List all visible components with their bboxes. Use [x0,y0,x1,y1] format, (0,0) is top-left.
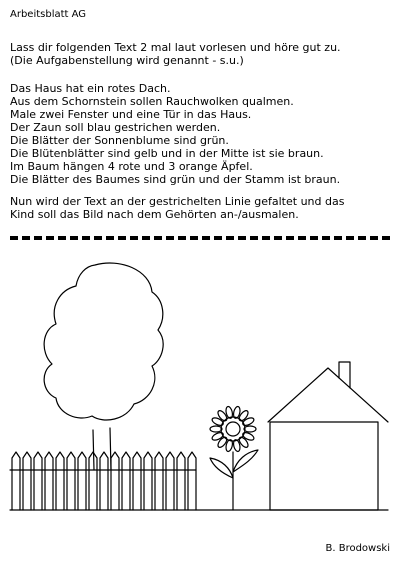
tree [44,263,163,470]
fence [10,452,196,510]
fence-picket [144,452,152,510]
closing-line: Kind soll das Bild nach dem Gehörten an-/ausmalen. [10,208,299,221]
tree-trunk-left [93,430,94,470]
fence-picket [23,452,31,510]
fence-picket [111,452,119,510]
fence-picket [133,452,141,510]
instruction-line: Die Blütenblätter sind gelb und in der Mitte ist sie braun. [10,147,324,160]
sunflower-petal [242,416,255,427]
sunflower-petal [244,426,256,432]
fence-picket [45,452,53,510]
intro-line: (Die Aufgabenstellung wird genannt - s.u.) [10,54,244,67]
house [268,362,388,510]
fence-picket [155,452,163,510]
coloring-picture [0,250,400,530]
fence-picket [188,452,196,510]
instruction-line: Aus dem Schornstein sollen Rauchwolken qualmen. [10,95,294,108]
sunflower-center-inner [226,422,240,436]
fence-picket [12,452,20,510]
fence-picket [177,452,185,510]
house-chimney [339,362,350,388]
instruction-line: Der Zaun soll blau gestrichen werden. [10,121,221,134]
closing-paragraph [10,195,394,221]
fence-picket [34,452,42,510]
sunflower-center [221,417,245,441]
sunflower-petal [242,431,255,442]
instruction-line: Im Baum hängen 4 rote und 3 orange Äpfel. [10,160,253,173]
intro-paragraph [10,41,394,67]
sunflower [210,406,258,510]
fold-line [10,236,390,240]
house-wall [270,422,378,510]
fence-picket [89,452,97,510]
sunflower-petal [211,431,224,442]
fence-picket [166,452,174,510]
fence-picket [56,452,64,510]
fence-picket [100,452,108,510]
instructions-paragraph [10,82,394,186]
author-name: B. Brodowski [325,543,390,554]
tree-crown [44,263,163,420]
instruction-line: Die Blätter des Baumes sind grün und der Stamm ist braun. [10,173,341,186]
instruction-line: Male zwei Fenster und eine Tür in das Haus. [10,108,252,121]
fence-picket [67,452,75,510]
fence-picket [78,452,86,510]
house-roof [268,368,388,422]
sunflower-leaf-left [210,458,233,478]
sunflower-petal [211,416,224,427]
fence-picket [122,452,130,510]
intro-line: Lass dir folgenden Text 2 mal laut vorlesen und höre gut zu. [10,41,341,54]
sunflower-leaf-right [233,450,258,472]
closing-line: Nun wird der Text an der gestrichelten Linie gefaltet und das [10,195,345,208]
sunflower-petal [210,426,222,432]
instruction-line: Die Blätter der Sonnenblume sind grün. [10,134,229,147]
instruction-line: Das Haus hat ein rotes Dach. [10,82,171,95]
worksheet-title: Arbeitsblatt AG [10,9,87,20]
